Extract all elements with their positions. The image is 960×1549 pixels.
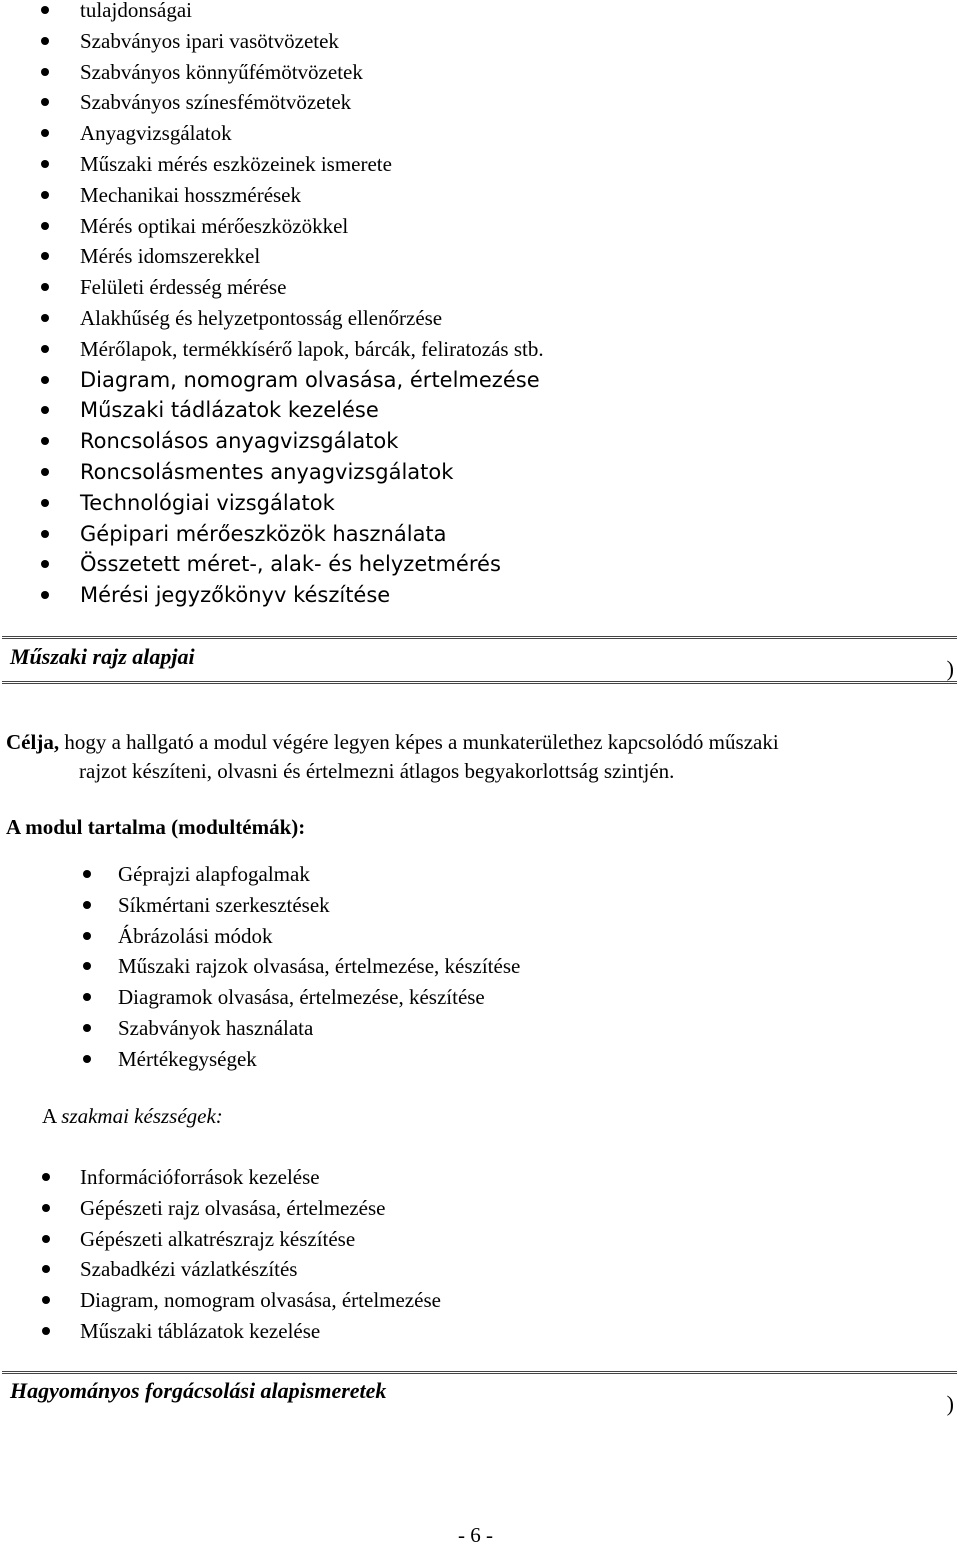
bullet-icon <box>41 98 49 106</box>
list-item <box>80 1285 441 1316</box>
list-item <box>80 1254 441 1285</box>
section-header <box>2 1371 957 1421</box>
list-item <box>80 519 544 550</box>
list-item-text: Műszaki rajzok olvasása, értelmezése, készítése <box>118 954 521 979</box>
list-item <box>80 426 544 457</box>
section-paren: ) <box>946 1391 954 1416</box>
list-item <box>80 395 544 426</box>
list-item-text: Roncsolásos anyagvizsgálatok <box>80 429 399 454</box>
divider <box>2 636 957 639</box>
list-item <box>80 1193 441 1224</box>
list-item-text: Szabványos könnyűfémötvözetek <box>80 59 363 84</box>
divider <box>2 1371 957 1374</box>
list-item <box>118 982 520 1013</box>
list-item-text: Mechanikai hosszmérések <box>80 182 302 207</box>
bullet-icon <box>41 468 49 476</box>
section-title: Műszaki rajz alapjai <box>10 644 195 669</box>
bullet-icon <box>83 962 91 970</box>
list-item <box>80 272 544 303</box>
page-number: - 6 - <box>458 1523 493 1547</box>
list-item-text: Roncsolásmentes anyagvizsgálatok <box>80 459 454 484</box>
list-item <box>80 488 544 519</box>
list-item-text: Műszaki mérés eszközeinek ismerete <box>80 151 392 176</box>
bullet-icon <box>83 1024 91 1032</box>
bullet-icon <box>42 1235 50 1243</box>
list-item-text: Alakhűség és helyzetpontosság ellenőrzése <box>80 305 443 330</box>
bullet-icon <box>83 993 91 1001</box>
bullet-icon <box>41 406 49 414</box>
list-item <box>80 365 544 396</box>
divider <box>2 681 957 684</box>
bullet-icon <box>83 932 91 940</box>
bullet-icon <box>41 252 49 260</box>
list-item <box>80 211 544 242</box>
list-item <box>80 1224 441 1255</box>
list-item-text: Gépipari mérőeszközök használata <box>80 521 447 546</box>
bullet-icon <box>41 37 49 45</box>
list-item-text: Mérési jegyzőkönyv készítése <box>80 583 391 608</box>
list-item-text: Szabadkézi vázlatkészítés <box>80 1257 298 1282</box>
goal-paragraph <box>6 728 958 786</box>
list-item <box>80 180 544 211</box>
skills-heading <box>42 1104 223 1129</box>
list-item-text: Mértékegységek <box>118 1046 257 1071</box>
bullet-icon <box>41 129 49 137</box>
section-header <box>2 636 957 686</box>
bullet-icon <box>41 314 49 322</box>
list-item-text: Szabványos ipari vasötvözetek <box>80 28 339 53</box>
bullet-icon <box>41 530 49 538</box>
list-item-text: Diagram, nomogram olvasása, értelmezése <box>80 367 540 392</box>
goal-text-line2: rajzot készíteni, olvasni és értelmezni átlagos begyakorlottság szintjén. <box>79 759 675 783</box>
bullet-icon <box>41 283 49 291</box>
list-item <box>118 1013 520 1044</box>
bullet-icon <box>42 1265 50 1273</box>
list-item-text: Diagram, nomogram olvasása, értelmezése <box>80 1288 441 1313</box>
bullet-icon <box>83 1055 91 1063</box>
bullet-icon <box>83 870 91 878</box>
list-item <box>80 1162 441 1193</box>
list-item-text: Információforrások kezelése <box>80 1165 320 1189</box>
list-item <box>80 334 544 365</box>
bullet-icon <box>83 901 91 909</box>
bullet-icon <box>42 1327 50 1335</box>
list-item-text: Szabványok használata <box>118 1015 314 1040</box>
bullet-icon <box>41 437 49 445</box>
list-item-text: Mérés optikai mérőeszközökkel <box>80 213 349 238</box>
list-item <box>80 580 544 611</box>
bullet-icon <box>41 560 49 568</box>
list-item-text: Felületi érdesség mérése <box>80 275 287 300</box>
bullet-icon <box>41 160 49 168</box>
list-item-text: Anyagvizsgálatok <box>80 121 232 146</box>
list-item <box>118 951 520 982</box>
list-item <box>80 26 544 57</box>
goal-text-line1: hogy a hallgató a modul végére legyen képes a munkaterülethez kapcsolódó műszaki <box>59 730 779 754</box>
list-item <box>118 921 520 952</box>
list-item <box>80 0 544 26</box>
bullet-icon <box>41 68 49 76</box>
goal-label: Célja, <box>6 730 60 754</box>
list-item <box>80 303 544 334</box>
list-item-text: Mérés idomszerekkel <box>80 244 261 269</box>
module-heading: A modul tartalma (modultémák): <box>6 815 306 839</box>
list-item <box>118 890 520 921</box>
list-item-text: tulajdonságai <box>80 0 192 22</box>
bullet-icon <box>41 499 49 507</box>
list-item-text: Műszaki táblázatok kezelése <box>80 1318 321 1343</box>
list-item <box>118 859 520 890</box>
list-item <box>80 241 544 272</box>
list-item <box>80 118 544 149</box>
list-item <box>80 457 544 488</box>
list-item <box>80 57 544 88</box>
list-item <box>80 149 544 180</box>
list-item <box>80 87 544 118</box>
bullet-icon <box>42 1173 50 1181</box>
bullet-icon <box>42 1204 50 1212</box>
bullet-icon <box>42 1296 50 1304</box>
section-title: Hagyományos forgácsolási alapismeretek <box>10 1378 387 1403</box>
list-item-text: Gépészeti alkatrészrajz készítése <box>80 1226 356 1251</box>
bullet-icon <box>41 191 49 199</box>
bullet-icon <box>41 376 49 384</box>
module-topic-list <box>118 859 520 1075</box>
list-item-text: Síkmértani szerkesztések <box>118 892 330 917</box>
skills-heading-text: szakmai készségek: <box>61 1104 223 1128</box>
list-item-text: Technológiai vizsgálatok <box>80 490 335 515</box>
list-item-text: Ábrázolási módok <box>118 923 273 948</box>
list-item-text: Géprajzi alapfogalmak <box>118 862 310 886</box>
list-item-text: Mérőlapok, termékkísérő lapok, bárcák, feliratozás stb. <box>80 336 544 361</box>
skills-heading-prefix: A <box>42 1104 62 1128</box>
list-item-text: Műszaki tádlázatok kezelése <box>80 398 379 423</box>
bullet-icon <box>41 222 49 230</box>
bullet-icon <box>41 345 49 353</box>
list-item <box>80 1316 441 1347</box>
list-item-text: Összetett méret-, alak- és helyzetmérés <box>80 552 501 577</box>
bullet-icon <box>41 6 49 14</box>
list-item-text: Diagramok olvasása, értelmezése, készítése <box>118 985 485 1010</box>
bullet-icon <box>41 591 49 599</box>
list-item-text: Gépészeti rajz olvasása, értelmezése <box>80 1195 386 1220</box>
skills-list <box>80 1162 441 1347</box>
section-paren: ) <box>946 656 954 681</box>
list-item <box>118 1044 520 1075</box>
topic-list-1 <box>80 0 544 611</box>
list-item-text: Szabványos színesfémötvözetek <box>80 90 352 115</box>
list-item <box>80 549 544 580</box>
